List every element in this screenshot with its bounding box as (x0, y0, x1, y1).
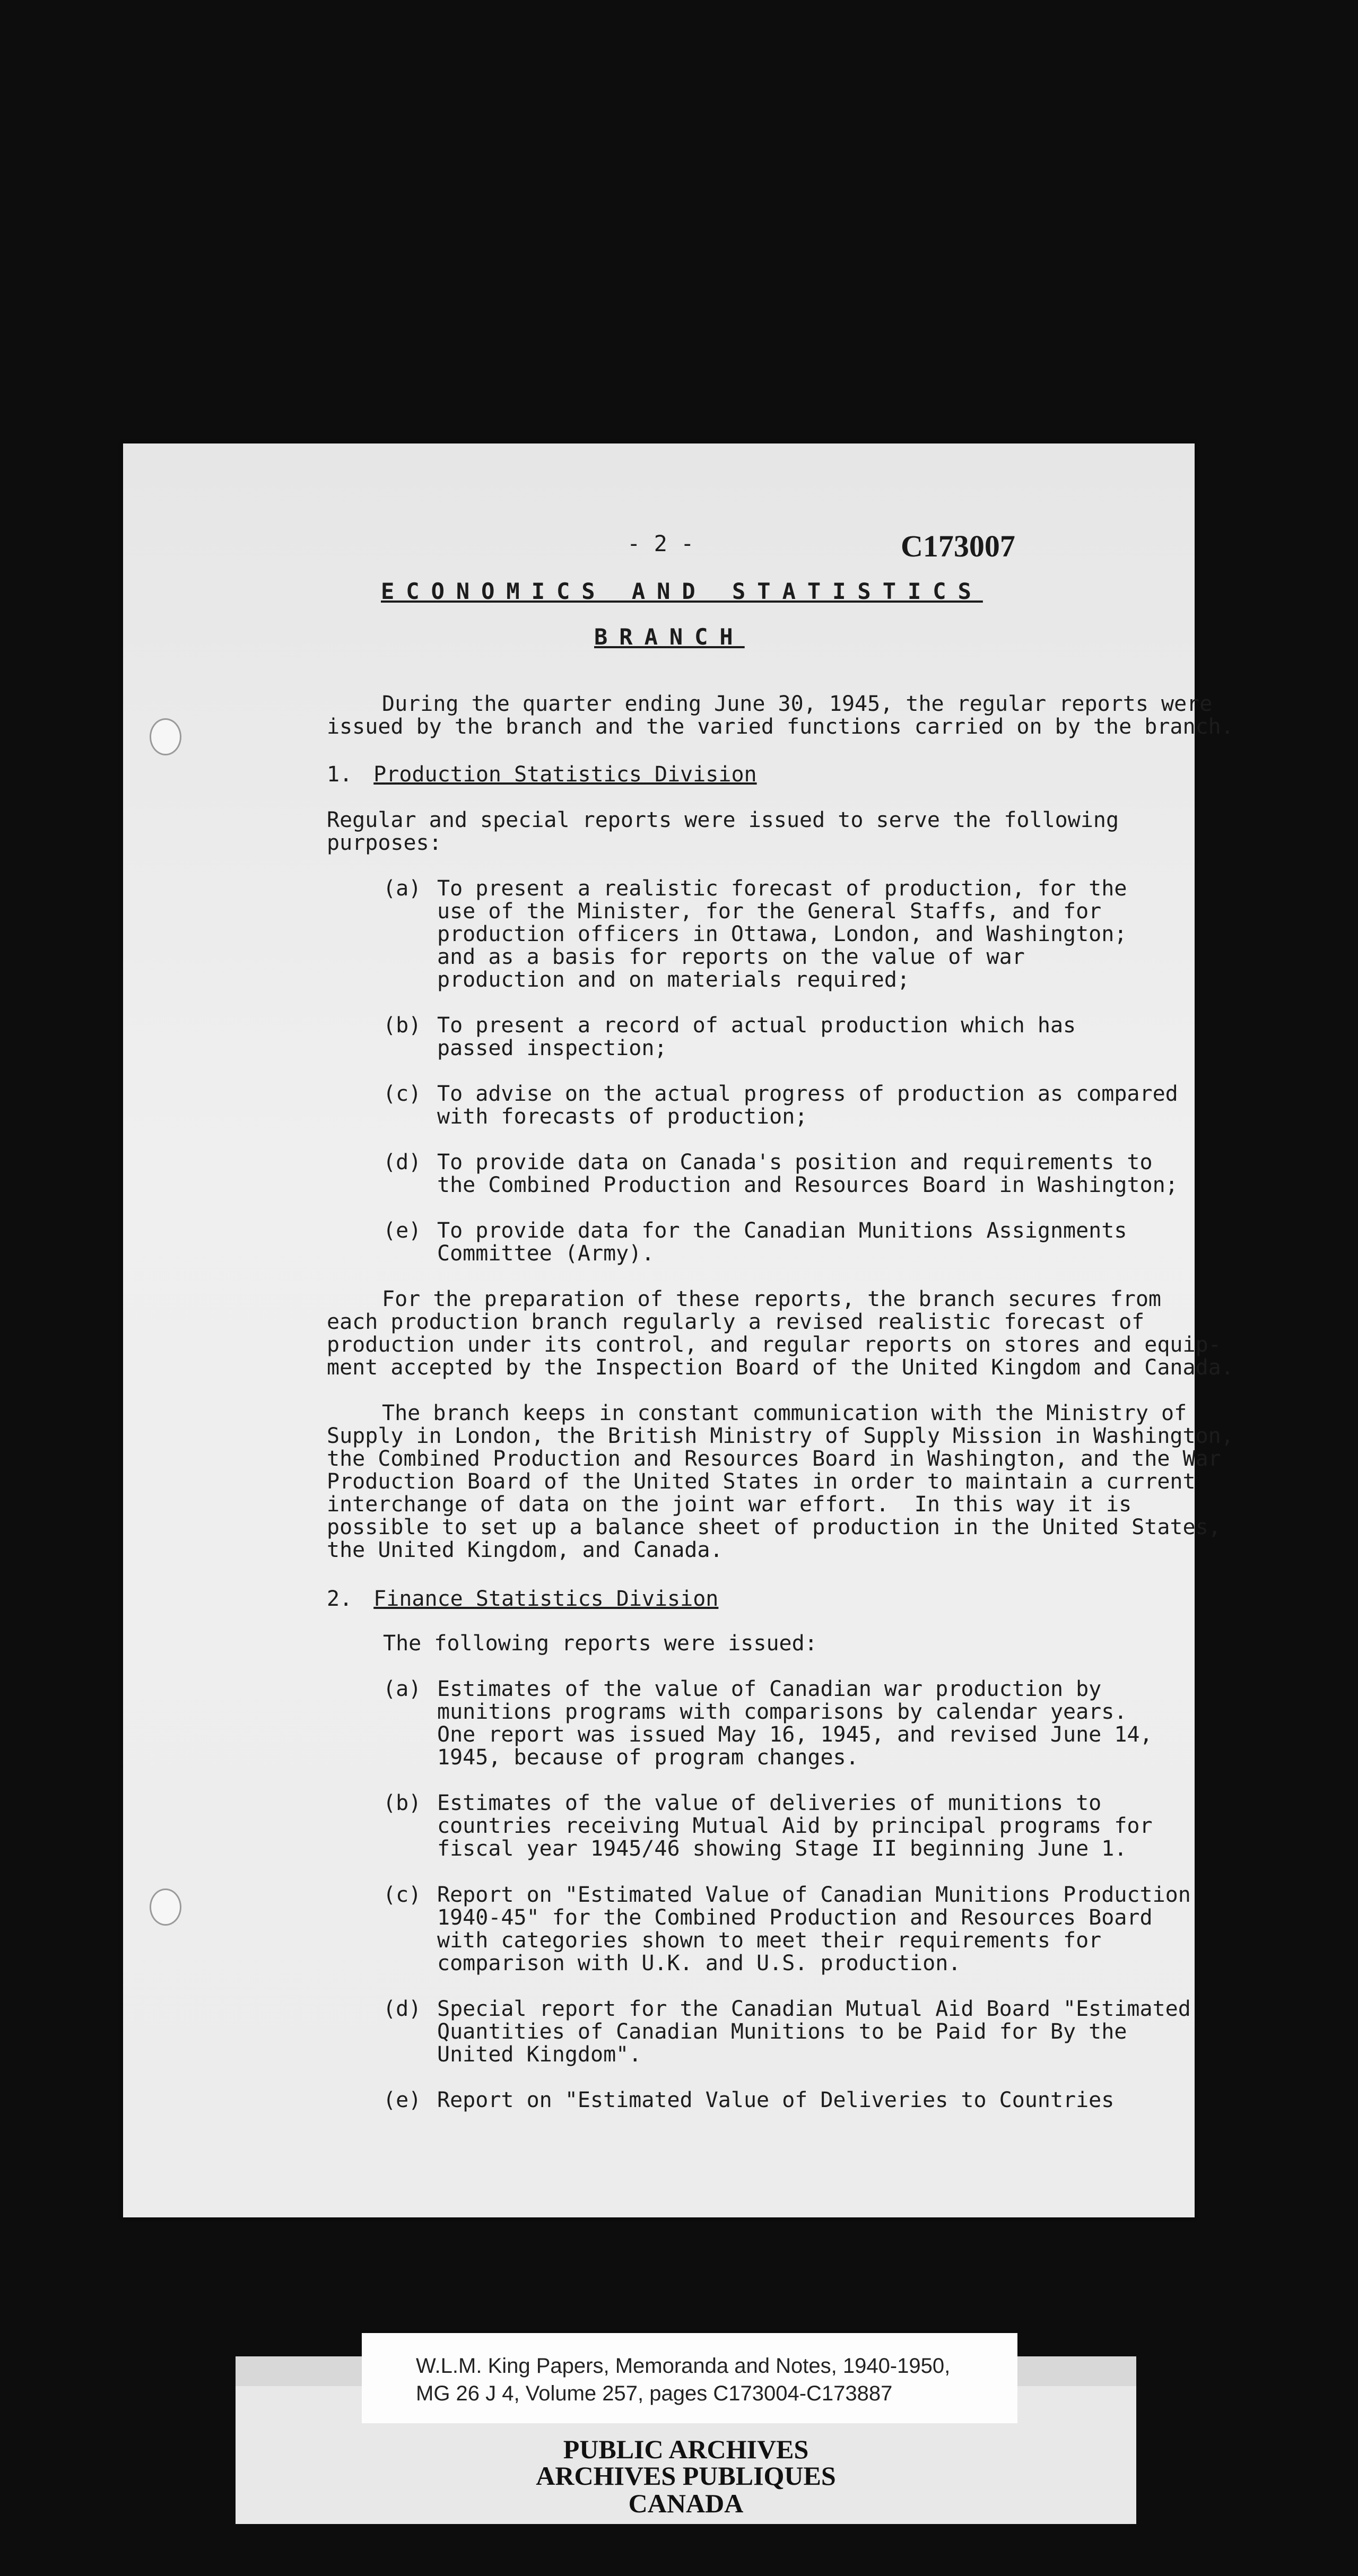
heading-line1: ECONOMICS AND STATISTICS (381, 578, 983, 604)
archive-stamp: C173007 (901, 529, 1015, 563)
archive-line2: ARCHIVES PUBLIQUES (536, 2461, 836, 2491)
item-text: To advise on the actual progress of production as with forecasts of production; (437, 1082, 1064, 1129)
section1-title: Production Statistics Division (373, 762, 757, 787)
punch-hole-bottom (150, 1889, 181, 1926)
heading-line2: BRANCH (594, 624, 745, 650)
item-label: (c) (383, 1883, 422, 1907)
item-text: Estimates of the value of deliveries of munitions to countries receiving Mutual Aid by principal programs fiscal year 1945/46 showing Stage II beginning June 1. (437, 1791, 1127, 1861)
section2-heading (327, 1587, 718, 1611)
item-label: (e) (383, 2088, 422, 2112)
item-label: (a) (383, 876, 422, 901)
item-label: (e) (383, 1219, 422, 1243)
archive-label-tab-left (236, 2356, 362, 2386)
item-text: Report on "Estimated Value of Deliveries to Countries (437, 2088, 1115, 2112)
section1-paragraph3: The branch keeps in constant communication with the Ministry of Supply in London, the British Ministry of Supply Mission in Washington, the Combined Production and Resources Board in Washington, and the War Production Board of the United States in order to maintain a current interchange of data on the joint war effort. In this way it is possible to set up a balance sheet of production in the United States, the United Kingdom, and Canada. (327, 1401, 1234, 1562)
page-number: - 2 - (627, 530, 694, 556)
item-text: Special report for the Canadian Mutual Aid Board Quantities of Canadian Munitions to be Paid for By the United Kingdom". (437, 1997, 1127, 2067)
section2-title: Finance Statistics Division (373, 1587, 719, 1611)
archive-reference-box (362, 2333, 1017, 2423)
item-text: Estimates of the value of Canadian war production by munitions programs with comparisons by calendar years. One report was issued May 16, 1945, and revised June 1945, because of program changes. (437, 1677, 1127, 1770)
item-text: To present a realistic forecast of production, for the use of the Minister, for the General Staffs, and for production officers in Ottawa, London, and Washington; and as a basis for reports on the value of war production and on materials required; (437, 876, 1127, 992)
punch-hole-top (150, 718, 181, 755)
archive-line3: CANADA (628, 2488, 744, 2518)
item-text: Report on "Estimated Value of Canadian Munitions 1940-45" for the Combined Production and Resources Board with categories shown to meet their requirements for comparison with U.K. and U.S. production. (437, 1883, 1153, 1975)
intro-paragraph: During the quarter ending June 30, 1945, the regular reports were issued by the branch and the varied functions carried on by the branch. (327, 692, 1234, 739)
section1-heading (327, 762, 757, 787)
item-text: To provide data on Canada's position and requirements the Combined Production and Resources Board in Washington; (437, 1150, 1178, 1197)
item-text: To present a record of actual production which has passed inspection; (437, 1013, 1076, 1060)
item-label: (b) (383, 1791, 422, 1815)
item-label: (c) (383, 1082, 422, 1106)
archive-label-tab-right (1017, 2356, 1136, 2386)
section1-paragraph2: For the preparation of these reports, the branch secures from each production branch regularly a revised realistic forecast of production under its control, and regular reports on stores and equip- ment accepted by the Inspection Board of the United Kingdom and Canada. (327, 1287, 1234, 1380)
item-label: (a) (383, 1677, 422, 1701)
section2-number: 2. (327, 1587, 353, 1611)
item-label: (b) (383, 1013, 422, 1038)
item-text: To provide data for the Canadian Munitions Assignments Committee (Army). (437, 1219, 1127, 1266)
item-label: (d) (383, 1150, 422, 1174)
section1-intro: Regular and special reports were issued to serve the following purposes: (327, 808, 1119, 855)
section2-intro: The following reports were issued: (383, 1631, 817, 1656)
archive-line1: PUBLIC ARCHIVES (563, 2434, 809, 2464)
section1-number: 1. (327, 762, 353, 787)
archive-reference: W.L.M. King Papers, Memoranda and Notes, 1940-1950, MG 26 J 4, Volume 257, pages C173004-C173887 (416, 2354, 951, 2405)
item-label: (d) (383, 1997, 422, 2021)
